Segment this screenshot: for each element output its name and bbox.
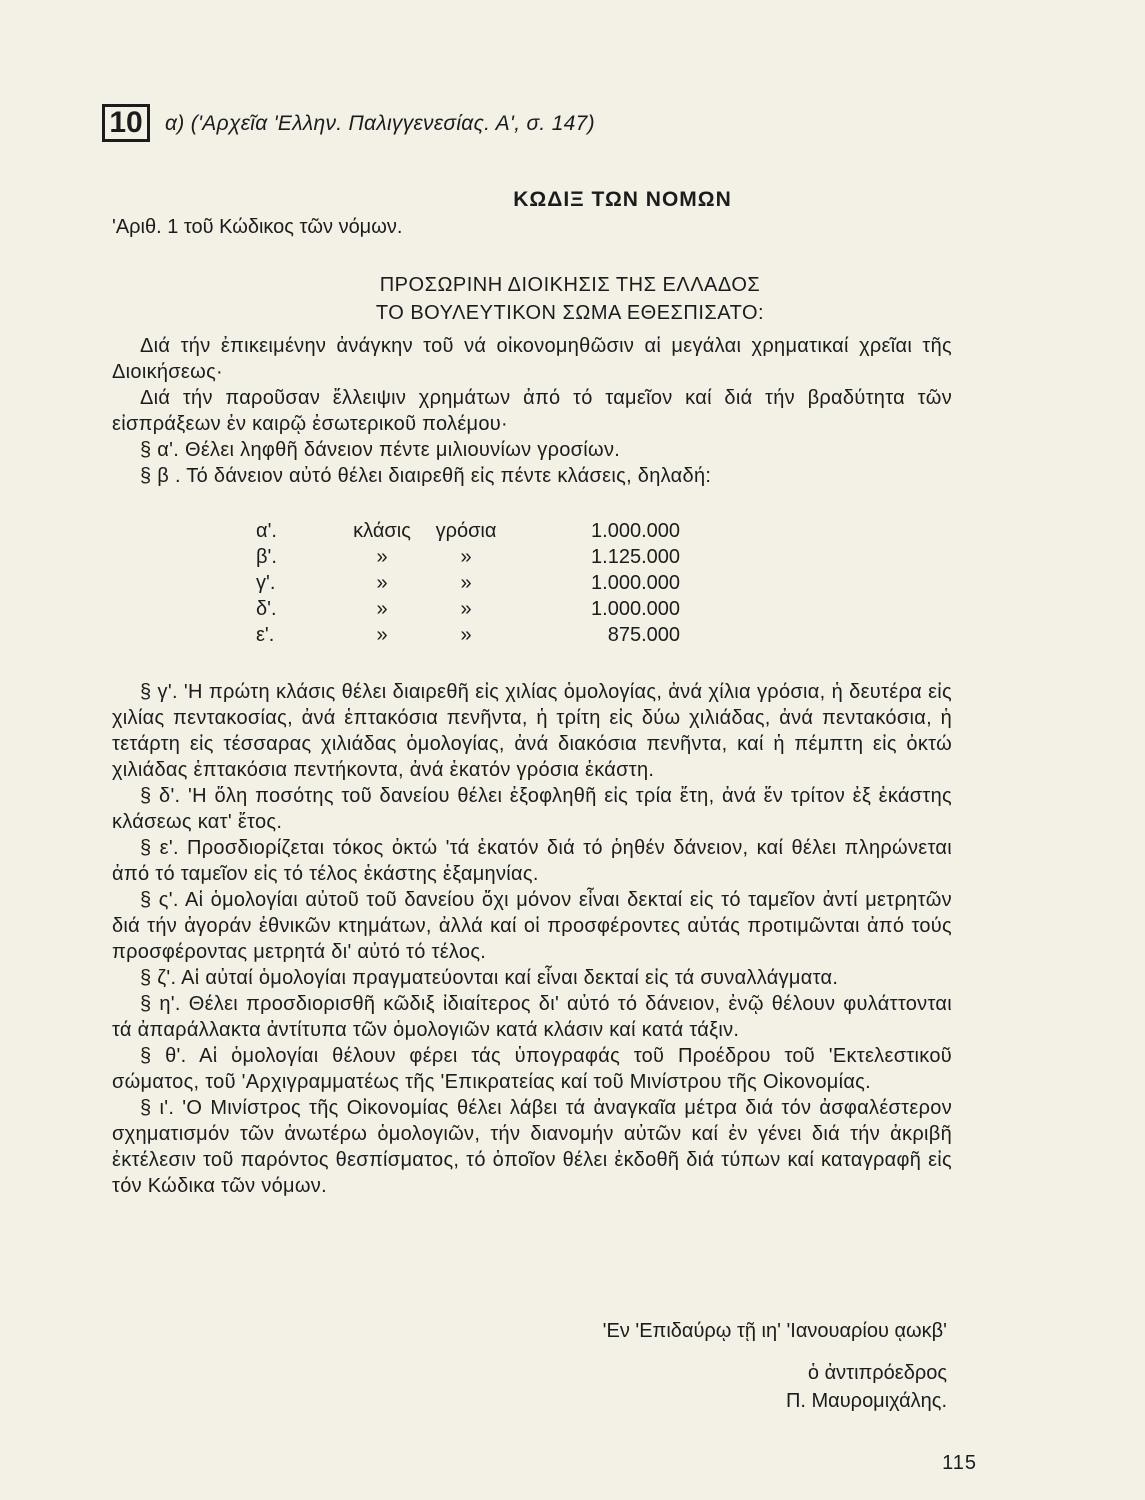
class-number: α'.: [256, 519, 277, 542]
article-iota: § ι'. 'Ο Μινίστρος τῆς Οἰκονομίας θέλει λάβει τά ἀναγκαῖα μέτρα διά τόν ἀσφαλέστερον σχηματισμόν τῶν ἀνωτέρω ὁμολογιῶν, τήν διανομήν αὐτῶν καί ἐν γένει διά τήν ἀκριβῆ ἐκτέλεσιν τοῦ παρόντος θεσπίσματος, τό ὁποῖον θέλει ἐκδοθῆ διά τύπων καί καταγραφῆ εἰς τόν Κώδικα τῶν νόμων.: [112, 1097, 952, 1197]
document-title: ΚΩΔΙΞ ΤΩΝ ΝΟΜΩΝ: [513, 188, 732, 211]
class-amount: 875.000: [607, 623, 680, 646]
class-number: ε'.: [256, 623, 275, 646]
article-gamma: § γ'. 'Η πρώτη κλάσις θέλει διαιρεθῆ εἰς χιλίας ὁμολογίας, ἀνά χίλια γρόσια, ἡ δευτέρα εἰς χιλίας πεντακοσίας, ἀνά ἑπτακόσια πενῆντα, ἡ τρίτη εἰς δύω χιλιάδας, ἀνά πεντακόσια, ἡ τετάρτη εἰς τέσσαρας χιλιάδας ὁμολογίας, ἀνά διακόσια πενῆντα, καί ἡ πέμπτη εἰς ὀκτώ χιλιάδας ἑπτακόσια πεντήκοντα, ἀνά ἑκατόν γρόσια ἑκάστη.: [112, 681, 952, 781]
place-date: 'Εν 'Επιδαύρῳ τῇ ιη' 'Ιανουαρίου ᾳωκβ': [602, 1320, 947, 1342]
class-amount: 1.000.000: [591, 597, 680, 620]
class-currency: γρόσια: [435, 519, 497, 542]
class-amount: 1.000.000: [591, 519, 680, 542]
class-currency: »: [460, 571, 472, 594]
preamble-paragraph: Διά τήν παροῦσαν ἔλλειψιν χρημάτων ἀπό τό ταμεῖον καί διά τήν βραδύτητα τῶν εἰσπράξεων ἐν καιρῷ ἐσωτερικοῦ πολέμου·: [112, 387, 952, 435]
preamble-block: [112, 333, 952, 489]
class-label: »: [376, 571, 388, 594]
loan-classes-table: [256, 518, 680, 648]
source-citation: α) ('Αρχεῖα 'Ελλην. Παλιγγενεσίας. Α', σ. 147): [165, 112, 595, 135]
document-number-box: 10: [102, 104, 150, 142]
article-delta: § δ'. 'Η ὅλη ποσότης τοῦ δανείου θέλει ἐξοφληθῆ εἰς τρία ἔτη, ἀνά ἕν τρίτον ἐξ ἑκάστης κλάσεως κατ' ἔτος.: [112, 785, 952, 833]
table-row: [256, 622, 680, 648]
preamble-paragraph: Διά τήν ἐπικειμένην ἀνάγκην τοῦ νά οἰκονομηθῶσιν αἱ μεγάλαι χρηματικαί χρεῖαι τῆς Διοικήσεως·: [112, 335, 952, 383]
class-number: δ'.: [256, 597, 277, 620]
table-row: [256, 570, 680, 596]
article-theta: § θ'. Αἱ ὁμολογίαι θέλουν φέρει τάς ὑπογραφάς τοῦ Προέδρου τοῦ 'Εκτελεστικοῦ σώματος, τοῦ 'Αρχιγραμματέως τῆς 'Επικρατείας καί τοῦ Μινίστρου τῆς Οἰκονομίας.: [112, 1045, 952, 1093]
article-beta: § β . Τό δάνειον αὐτό θέλει διαιρεθῆ εἰς πέντε κλάσεις, δηλαδή:: [140, 465, 712, 487]
table-row: [256, 544, 680, 570]
class-label: κλάσις: [353, 519, 411, 542]
class-label: »: [376, 597, 388, 620]
class-label: »: [376, 545, 388, 568]
class-currency: »: [460, 597, 472, 620]
articles-block: [112, 679, 952, 1199]
government-heading-line-1: ΠΡΟΣΩΡΙΝΗ ΔΙΟΙΚΗΣΙΣ ΤΗΣ ΕΛΛΑΔΟΣ: [379, 274, 761, 296]
class-number: γ'.: [256, 571, 276, 594]
article-alpha: § α'. Θέλει ληφθῆ δάνειον πέντε μιλιουνίων γροσίων.: [140, 439, 621, 461]
signatory-name: Π. Μαυρομιχάλης.: [785, 1390, 947, 1412]
signatory-role: ὁ ἀντιπρόεδρος: [807, 1362, 947, 1384]
article-stigma: § ς'. Αἱ ὁμολογίαι αὐτοῦ τοῦ δανείου ὄχι μόνον εἶναι δεκταί εἰς τό ταμεῖον ἀντί μετρητῶν διά τήν ἀγοράν ἐθνικῶν κτημάτων, ἀλλά καί οἱ προσφέροντες αὐτάς προτιμῶνται ἀπό τούς προσφέροντας μετρητά δι' αὐτό τό τέλος.: [112, 889, 952, 963]
class-label: »: [376, 623, 388, 646]
page-number: 115: [942, 1452, 977, 1474]
table-row: [256, 518, 680, 544]
class-currency: »: [460, 545, 472, 568]
class-number: β'.: [256, 545, 277, 568]
class-currency: »: [460, 623, 472, 646]
class-amount: 1.000.000: [591, 571, 680, 594]
article-epsilon: § ε'. Προσδιορίζεται τόκος ὀκτώ 'τά ἑκατόν διά τό ῥηθέν δάνειον, καί θέλει πληρώνεται ἀπό τό ταμεῖον εἰς τό τέλος ἑκάστης ἑξαμηνίας.: [112, 837, 952, 885]
government-heading-line-2: ΤΟ ΒΟΥΛΕΥΤΙΚΟΝ ΣΩΜΑ ΕΘΕΣΠΙΣΑΤΟ:: [375, 302, 765, 324]
article-eta: § η'. Θέλει προσδιορισθῆ κῶδιξ ἰδιαίτερος δι' αὐτό τό δάνειον, ἐνῷ θέλουν φυλάττονται τά ἀπαράλλακτα ἀντίτυπα τῶν ὁμολογιῶν κατά κλάσιν καί κατά τάξιν.: [112, 993, 952, 1041]
article-zeta: § ζ'. Αἱ αὐταί ὁμολογίαι πραγματεύονται καί εἶναι δεκταί εἰς τά συναλλάγματα.: [140, 967, 839, 989]
class-amount: 1.125.000: [591, 545, 680, 568]
law-reference: 'Αριθ. 1 τοῦ Κώδικος τῶν νόμων.: [112, 216, 403, 238]
table-row: [256, 596, 680, 622]
